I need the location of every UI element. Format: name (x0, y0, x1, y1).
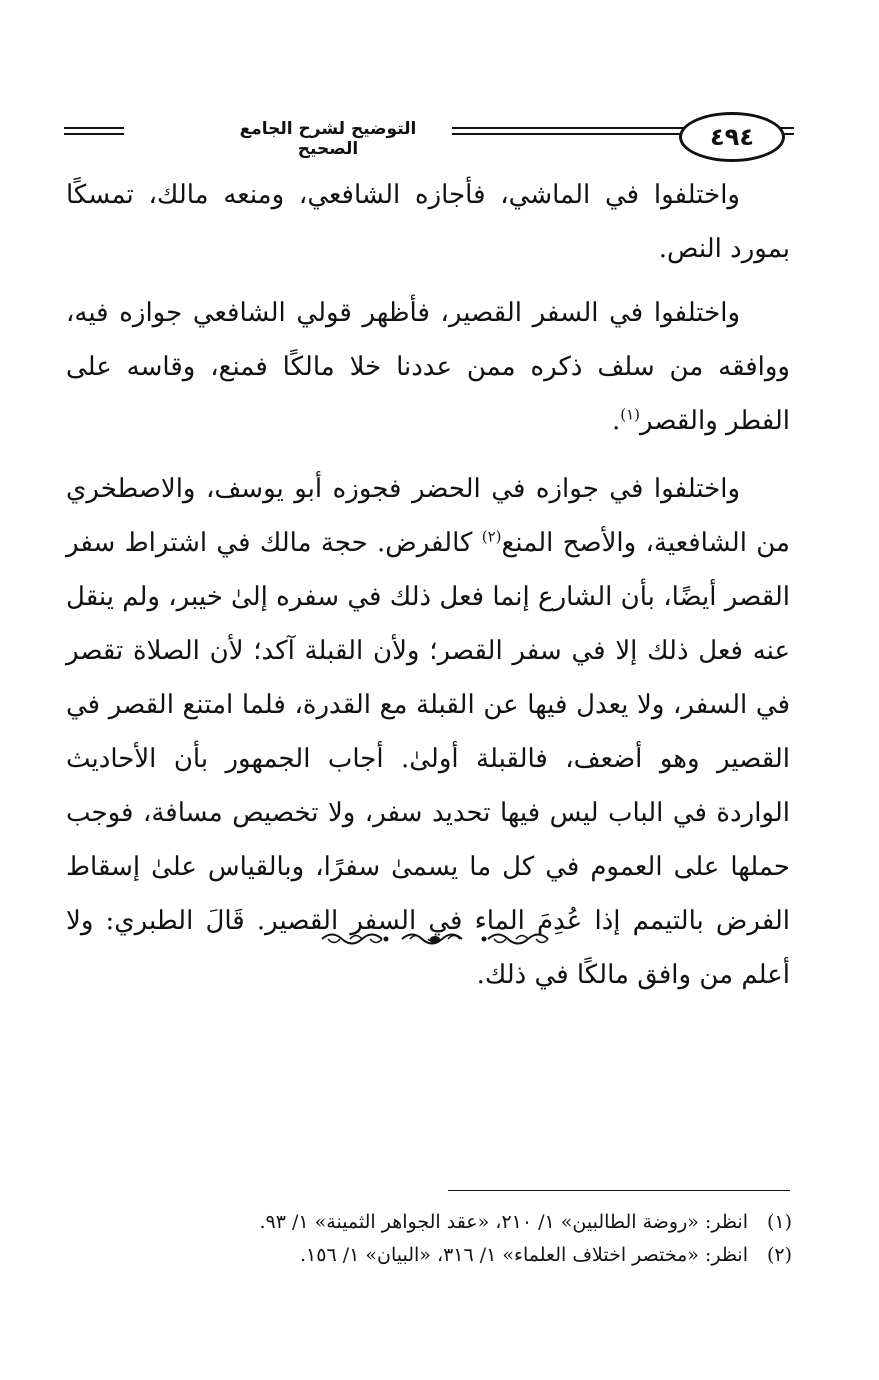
header-rule-left-2 (64, 133, 124, 135)
footnote-1-text: انظر: «روضة الطالبين» ١/ ٢١٠، «عقد الجواهر الثمينة» ١/ ٩٣. (259, 1211, 748, 1233)
main-text (66, 168, 790, 1016)
footnote-1 (150, 1206, 792, 1239)
page-number: ٤٩٤ (679, 112, 785, 162)
paragraph-2-tail: . (611, 406, 621, 436)
floral-ornament-left (320, 928, 390, 950)
footnote-ref-2[interactable]: (٢) (481, 527, 502, 546)
footnote-2-number: (٢) (766, 1244, 792, 1266)
footnote-1-number: (١) (766, 1211, 792, 1233)
paragraph-3-text-before: واختلفوا في جوازه في الحضر فجوزه أبو يوسف، والاصطخري من الشافعية، والأصح المنع (66, 474, 790, 558)
footnote-separator (448, 1190, 790, 1191)
footnote-ref-1[interactable]: (١) (620, 405, 641, 424)
header-rule-left (64, 127, 124, 129)
floral-ornament-right (480, 928, 550, 950)
paragraph-2-text: واختلفوا في السفر القصير، فأظهر قولي الشافعي جوازه فيه، ووافقه من سلف ذكره ممن عددنا خلا مالكًا فمنع، وقاسه على الفطر والقصر (66, 298, 790, 436)
footnote-2-text: انظر: «مختصر اختلاف العلماء» ١/ ٣١٦، «البيان» ١/ ١٥٦. (300, 1244, 748, 1266)
paragraph-2 (66, 286, 790, 448)
running-title: التوضيح لشرح الجامع الصحيح (212, 119, 444, 159)
floral-ornament-center (400, 928, 470, 950)
paragraph-1 (66, 168, 790, 276)
page-header (64, 108, 794, 158)
paragraph-3-text-after: كالفرض. حجة مالك في اشتراط سفر القصر أيضًا، بأن الشارع إنما فعل ذلك في سفره إلىٰ خيبر، ولم ينقل عنه فعل ذلك إلا في سفر القصر؛ ولأن القبلة آكد؛ لأن الصلاة تقصر في السفر، ولا يعدل فيها عن القبلة مع القدرة، فلما امتنع القصر في القصير وهو أضعف، فالقبلة أولىٰ. أجاب الجمهور بأن الأحاديث الواردة في الباب ليس فيها تحديد سفر، ولا تخصيص مسافة، فوجب حملها على العموم في كل ما يسمىٰ سفرًا، وبالقياس علىٰ إسقاط الفرض بالتيمم إذا عُدِمَ الماء في السفر القصير. قَالَ الطبري: ولا أعلم من وافق مالكًا في ذلك. (66, 528, 790, 990)
paragraph-3 (66, 462, 790, 1002)
floral-divider-icon (320, 926, 550, 952)
footnote-2 (150, 1239, 792, 1272)
paragraph-1-text: واختلفوا في الماشي، فأجازه الشافعي، ومنعه مالك، تمسكًا بمورد النص. (66, 180, 790, 264)
header-rule-middle (452, 127, 684, 129)
header-rule-middle-2 (452, 133, 684, 135)
footnotes (150, 1206, 792, 1272)
